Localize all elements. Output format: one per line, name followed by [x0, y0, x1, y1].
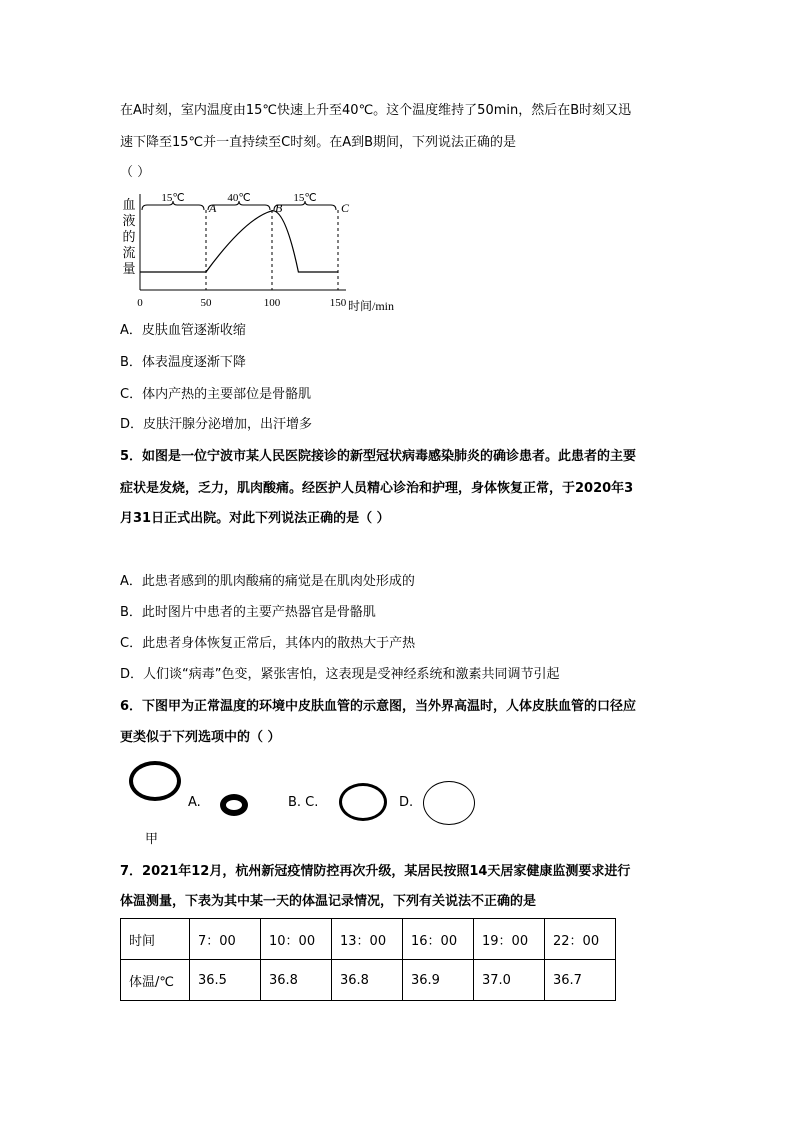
q5-option-d: D．人们谈“病毒”色变，紧张害怕，这表现是受神经系统和激素共同调节引起 [120, 667, 560, 682]
table-cell: 19：00 [474, 919, 545, 960]
q5-line1: 5．如图是一位宁波市某人民医院接诊的新型冠状病毒感染肺炎的确诊患者。此患者的主要 [120, 449, 637, 464]
q4-text-line2: 速下降至15℃并一直持续至C时刻。在A到B期间，下列说法正确的是 [120, 135, 517, 150]
chart-ylabel-char: 量 [122, 262, 136, 277]
blood-flow-chart [108, 188, 418, 313]
q5-line3: 月31日正式出院。对此下列说法正确的是（ ） [120, 511, 390, 526]
q7-line1: 7．2021年12月，杭州新冠疫情防控再次升级，某居民按照14天居家健康监测要求进行 [120, 864, 631, 879]
period-label: 15℃ [161, 192, 185, 204]
table-cell: 36.8 [332, 960, 403, 1001]
x-tick-label: 150 [329, 297, 347, 309]
q6-label-bc: B. C. [288, 795, 319, 810]
q4-option-d: D．皮肤汗腺分泌增加，出汗增多 [120, 417, 313, 432]
q4-option-b: B．体表温度逐渐下降 [120, 355, 246, 370]
q5-line2: 症状是发烧，乏力，肌肉酸痛。经医护人员精心诊治和护理，身体恢复正常，于2020年3 [120, 481, 634, 496]
series-line [140, 211, 338, 272]
chart-ylabel-char: 血 [122, 198, 136, 213]
q5-option-c: C．此患者身体恢复正常后，其体内的散热大于产热 [120, 636, 416, 651]
table-cell: 时间 [121, 919, 190, 960]
chart-ylabel-char: 液 [122, 214, 136, 229]
q5-option-b: B．此时图片中患者的主要产热器官是骨骼肌 [120, 605, 376, 620]
table-cell: 36.9 [403, 960, 474, 1001]
vessel-c-icon [339, 783, 387, 821]
q6-line2: 更类似于下列选项中的（ ） [120, 730, 281, 745]
q4-option-c: C．体内产热的主要部位是骨骼肌 [120, 387, 312, 402]
vessel-jia-icon [129, 761, 181, 801]
q6-label-jia: 甲 [145, 832, 159, 847]
table-row [121, 919, 616, 960]
q6-label-d: D. [399, 795, 414, 810]
x-axis-label: 时间/min [348, 299, 395, 313]
x-tick-label: 0 [137, 297, 143, 309]
table-cell: 36.8 [261, 960, 332, 1001]
table-cell: 22：00 [545, 919, 616, 960]
marker-label: A [209, 201, 217, 215]
chart-ylabel-char: 的 [122, 230, 136, 245]
x-tick-label: 100 [263, 297, 281, 309]
table-cell: 13：00 [332, 919, 403, 960]
temperature-table [120, 918, 616, 1001]
q6-line1: 6．下图甲为正常温度的环境中皮肤血管的示意图，当外界高温时，人体皮肤血管的口径应 [120, 699, 637, 714]
vessel-d-icon [423, 781, 475, 825]
table-cell: 36.5 [190, 960, 261, 1001]
marker-label: B [275, 201, 283, 215]
period-label: 15℃ [293, 192, 317, 204]
vessel-a-icon [220, 794, 248, 816]
table-cell: 16：00 [403, 919, 474, 960]
q4-option-a: A．皮肤血管逐渐收缩 [120, 323, 246, 338]
table-row [121, 960, 616, 1001]
table-cell: 36.7 [545, 960, 616, 1001]
table-cell: 10：00 [261, 919, 332, 960]
q6-label-a: A. [188, 795, 201, 810]
table-cell: 7：00 [190, 919, 261, 960]
marker-label: C [341, 201, 350, 215]
q7-line2: 体温测量，下表为其中某一天的体温记录情况，下列有关说法不正确的是 [120, 894, 537, 909]
q4-answer-bracket: （ ） [120, 165, 151, 180]
table-cell: 体温/℃ [121, 960, 190, 1001]
table-cell: 37.0 [474, 960, 545, 1001]
x-tick-label: 50 [200, 297, 212, 309]
q5-option-a: A．此患者感到的肌肉酸痛的痛觉是在肌肉处形成的 [120, 574, 415, 589]
period-label: 40℃ [227, 192, 251, 204]
chart-ylabel-char: 流 [122, 246, 136, 261]
q4-text-line1: 在A时刻，室内温度由15℃快速上升至40℃。这个温度维持了50min，然后在B时刻又迅 [120, 103, 632, 118]
